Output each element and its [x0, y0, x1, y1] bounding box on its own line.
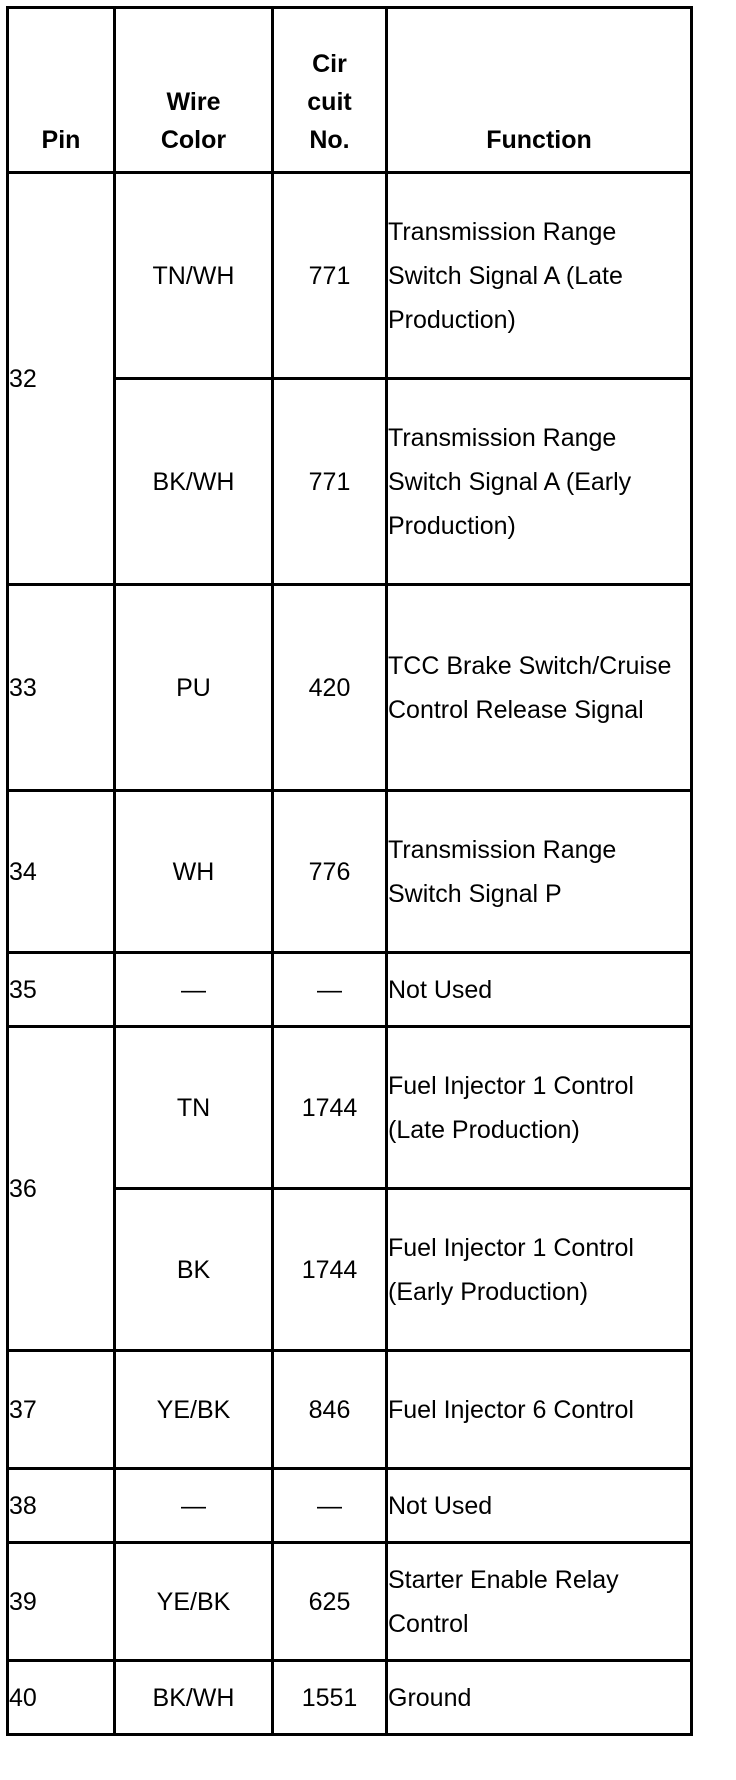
wire-color-cell: — — [115, 953, 273, 1027]
pin-cell: 36 — [8, 1027, 115, 1351]
function-cell: Transmission Range Switch Signal A (Late Production) — [387, 173, 692, 379]
circuit-cell: 1744 — [273, 1189, 387, 1351]
wire-color-cell: — — [115, 1469, 273, 1543]
pin-cell: 37 — [8, 1351, 115, 1469]
circuit-cell: 771 — [273, 173, 387, 379]
pin-cell: 35 — [8, 953, 115, 1027]
circuit-cell: — — [273, 953, 387, 1027]
header-function: Function — [387, 8, 692, 173]
table-row — [8, 1351, 692, 1469]
circuit-cell: 776 — [273, 791, 387, 953]
function-cell: Transmission Range Switch Signal A (Early Production) — [387, 379, 692, 585]
wire-color-cell: BK — [115, 1189, 273, 1351]
function-cell: Fuel Injector 1 Control (Late Production) — [387, 1027, 692, 1189]
function-cell: Starter Enable Relay Control — [387, 1543, 692, 1661]
pin-cell: 40 — [8, 1661, 115, 1735]
circuit-cell: 1551 — [273, 1661, 387, 1735]
circuit-cell: 1744 — [273, 1027, 387, 1189]
pin-cell: 38 — [8, 1469, 115, 1543]
wire-color-cell: WH — [115, 791, 273, 953]
table-row — [8, 953, 692, 1027]
pin-cell: 32 — [8, 173, 115, 585]
wire-color-cell: TN/WH — [115, 173, 273, 379]
circuit-cell: 420 — [273, 585, 387, 791]
wire-color-cell: PU — [115, 585, 273, 791]
pin-cell: 34 — [8, 791, 115, 953]
circuit-cell: — — [273, 1469, 387, 1543]
wire-color-cell: TN — [115, 1027, 273, 1189]
function-cell: Fuel Injector 1 Control (Early Production) — [387, 1189, 692, 1351]
function-cell: Not Used — [387, 1469, 692, 1543]
header-row — [8, 8, 692, 173]
table-row — [8, 1027, 692, 1189]
circuit-cell: 846 — [273, 1351, 387, 1469]
table-row — [8, 1661, 692, 1735]
function-cell: TCC Brake Switch/Cruise Control Release Signal — [387, 585, 692, 791]
function-cell: Fuel Injector 6 Control — [387, 1351, 692, 1469]
pin-cell: 39 — [8, 1543, 115, 1661]
header-wire-color: Wire Color — [115, 8, 273, 173]
table-row — [8, 173, 692, 379]
pin-cell: 33 — [8, 585, 115, 791]
header-circuit-no: Cir cuit No. — [273, 8, 387, 173]
function-cell: Not Used — [387, 953, 692, 1027]
table-row — [8, 585, 692, 791]
table-row — [8, 791, 692, 953]
function-cell: Ground — [387, 1661, 692, 1735]
table-row — [8, 1543, 692, 1661]
header-pin: Pin — [8, 8, 115, 173]
circuit-cell: 625 — [273, 1543, 387, 1661]
wire-color-cell: YE/BK — [115, 1351, 273, 1469]
wire-color-cell: BK/WH — [115, 379, 273, 585]
wire-color-cell: YE/BK — [115, 1543, 273, 1661]
circuit-cell: 771 — [273, 379, 387, 585]
function-cell: Transmission Range Switch Signal P — [387, 791, 692, 953]
pinout-table — [6, 6, 693, 1736]
table-row — [8, 1469, 692, 1543]
wire-color-cell: BK/WH — [115, 1661, 273, 1735]
